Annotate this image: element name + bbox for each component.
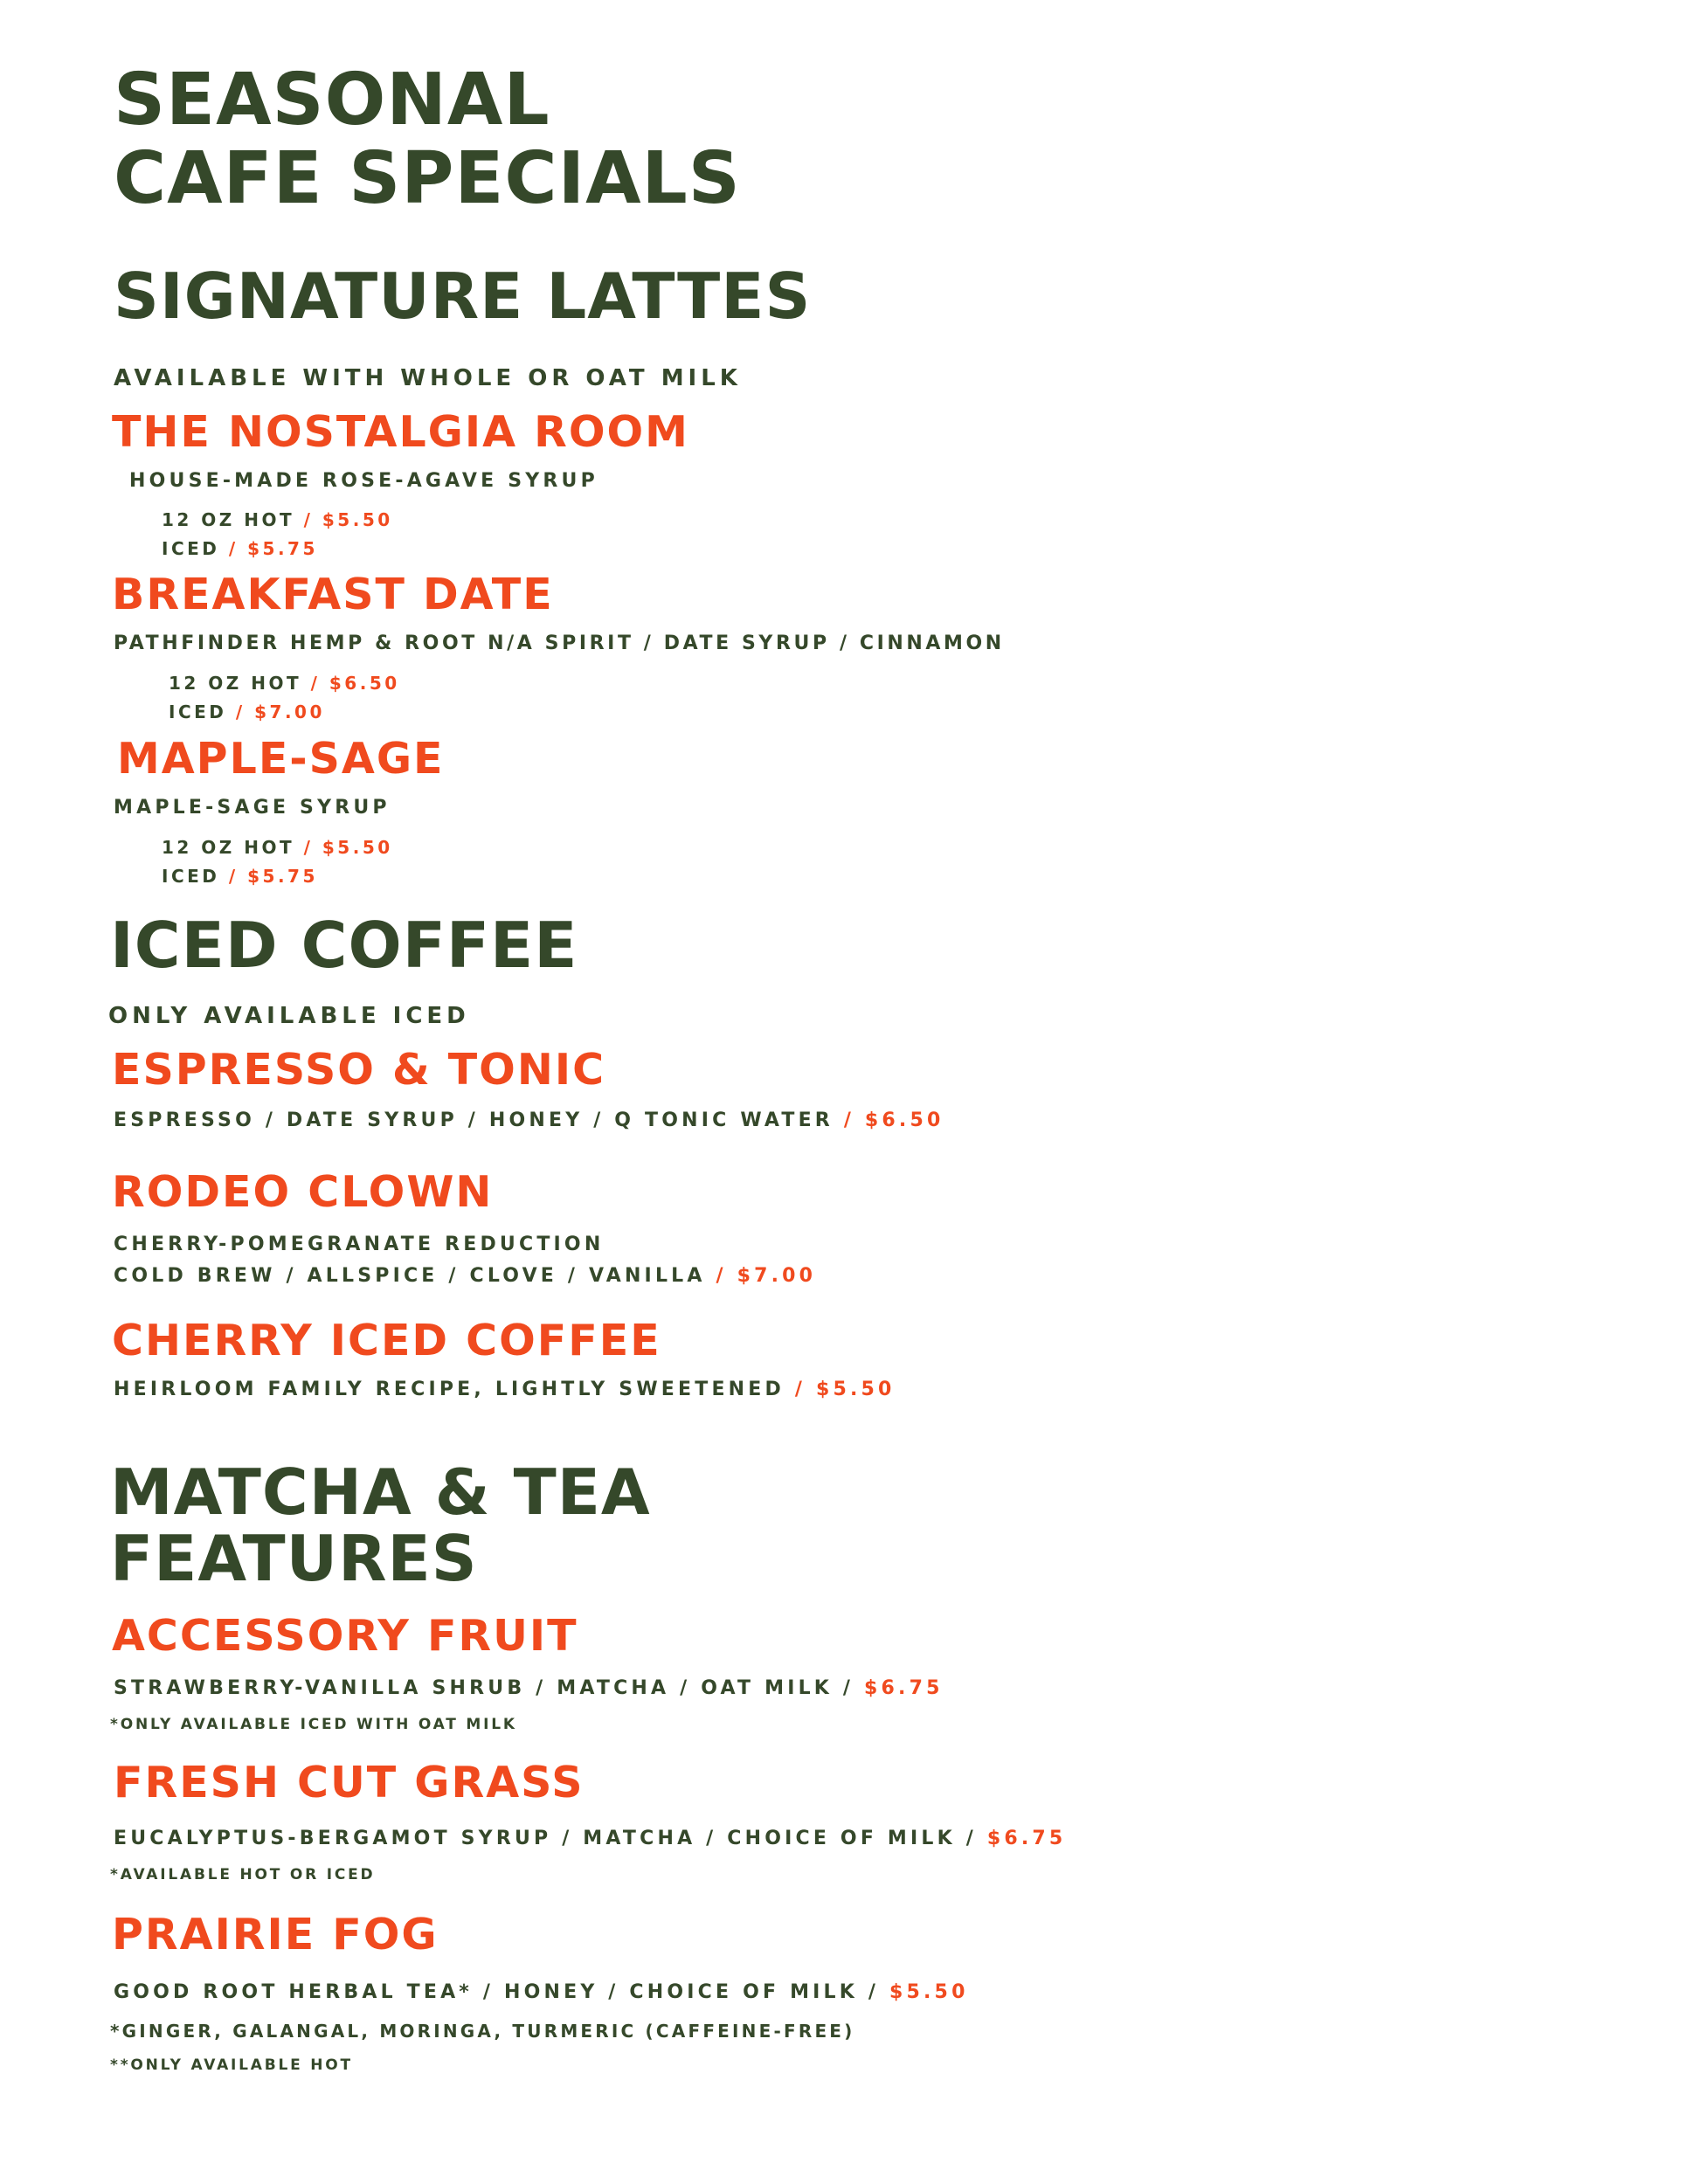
item-description-cherry-iced-coffee (114, 1379, 896, 1400)
price: / $5.50 (303, 509, 393, 530)
section-heading-signature-lattes: SIGNATURE LATTES (114, 259, 812, 333)
size-label: 12 OZ HOT (162, 837, 295, 858)
item-note-prairie-fog-hot-only: **ONLY AVAILABLE HOT (110, 2056, 353, 2074)
section-subheading-iced-coffee: ONLY AVAILABLE ICED (108, 1003, 470, 1029)
item-description-maple-sage: MAPLE-SAGE SYRUP (114, 797, 391, 819)
section-subheading-lattes: AVAILABLE WITH WHOLE OR OAT MILK (114, 365, 742, 391)
description-text: GOOD ROOT HERBAL TEA* / HONEY / CHOICE OF MILK / (114, 1981, 880, 2003)
size-label: 12 OZ HOT (162, 509, 295, 530)
item-name-nostalgia-room: THE NOSTALGIA ROOM (112, 407, 689, 457)
size-label: ICED (162, 866, 220, 887)
price: / $5.75 (228, 538, 318, 559)
price-row-hot (162, 509, 393, 530)
price-row-hot (162, 837, 393, 858)
price: / $7.00 (716, 1265, 817, 1287)
description-text: COLD BREW / ALLSPICE / CLOVE / VANILLA (114, 1265, 706, 1287)
price-row-iced (162, 538, 318, 559)
item-name-rodeo-clown: RODEO CLOWN (112, 1167, 494, 1217)
item-description-accessory-fruit (114, 1677, 944, 1699)
item-name-breakfast-date: BREAKFAST DATE (112, 570, 554, 619)
price: / $7.00 (235, 702, 325, 722)
price: / $6.50 (843, 1109, 944, 1131)
page-title (114, 61, 741, 218)
section-heading-matcha-tea (110, 1455, 651, 1595)
size-label: 12 OZ HOT (169, 673, 302, 694)
price: $6.75 (864, 1677, 944, 1699)
price: $5.50 (889, 1981, 969, 2003)
size-label: ICED (162, 538, 220, 559)
price-row-hot (169, 673, 400, 694)
page-title-line-2: CAFE SPECIALS (114, 137, 741, 220)
price: / $5.50 (794, 1379, 896, 1400)
price: / $5.50 (303, 837, 393, 858)
item-name-fresh-cut-grass: FRESH CUT GRASS (114, 1758, 585, 1807)
item-description-rodeo-clown-line-2 (114, 1265, 816, 1287)
price: $6.75 (986, 1828, 1067, 1849)
item-name-prairie-fog: PRAIRIE FOG (112, 1910, 439, 1959)
description-text: STRAWBERRY-VANILLA SHRUB / MATCHA / OAT MILK / (114, 1677, 854, 1699)
item-note-fresh-cut-grass: *AVAILABLE HOT OR ICED (110, 1866, 376, 1883)
item-note-accessory-fruit: *ONLY AVAILABLE ICED WITH OAT MILK (110, 1716, 517, 1733)
price-row-iced (169, 702, 325, 722)
page-title-line-1: SEASONAL (114, 59, 550, 142)
item-description-espresso-tonic (114, 1109, 944, 1131)
price: / $5.75 (228, 866, 318, 887)
item-description-prairie-fog (114, 1981, 969, 2003)
item-description-rodeo-clown-line-1: CHERRY-POMEGRANATE REDUCTION (114, 1234, 605, 1255)
item-description-breakfast-date: PATHFINDER HEMP & ROOT N/A SPIRIT / DATE SYRUP / CINNAMON (114, 632, 1005, 654)
item-name-accessory-fruit: ACCESSORY FRUIT (112, 1611, 578, 1661)
section-heading-line-2: FEATURES (110, 1522, 478, 1595)
section-heading-iced-coffee: ICED COFFEE (110, 909, 578, 982)
description-text: HEIRLOOM FAMILY RECIPE, LIGHTLY SWEETENED (114, 1379, 785, 1400)
item-name-maple-sage: MAPLE-SAGE (117, 734, 445, 784)
description-text: ESPRESSO / DATE SYRUP / HONEY / Q TONIC WATER (114, 1109, 834, 1131)
size-label: ICED (169, 702, 227, 722)
price-row-iced (162, 866, 318, 887)
item-description-nostalgia-room: HOUSE-MADE ROSE-AGAVE SYRUP (129, 470, 598, 492)
price: / $6.50 (310, 673, 400, 694)
section-heading-line-1: MATCHA & TEA (110, 1455, 651, 1529)
description-text: EUCALYPTUS-BERGAMOT SYRUP / MATCHA / CHOICE OF MILK / (114, 1828, 977, 1849)
item-note-prairie-fog-ingredients: *GINGER, GALANGAL, MORINGA, TURMERIC (CAFFEINE-FREE) (110, 2021, 855, 2042)
item-name-cherry-iced-coffee: CHERRY ICED COFFEE (112, 1316, 661, 1365)
item-name-espresso-tonic: ESPRESSO & TONIC (112, 1045, 606, 1095)
item-description-fresh-cut-grass (114, 1828, 1066, 1849)
